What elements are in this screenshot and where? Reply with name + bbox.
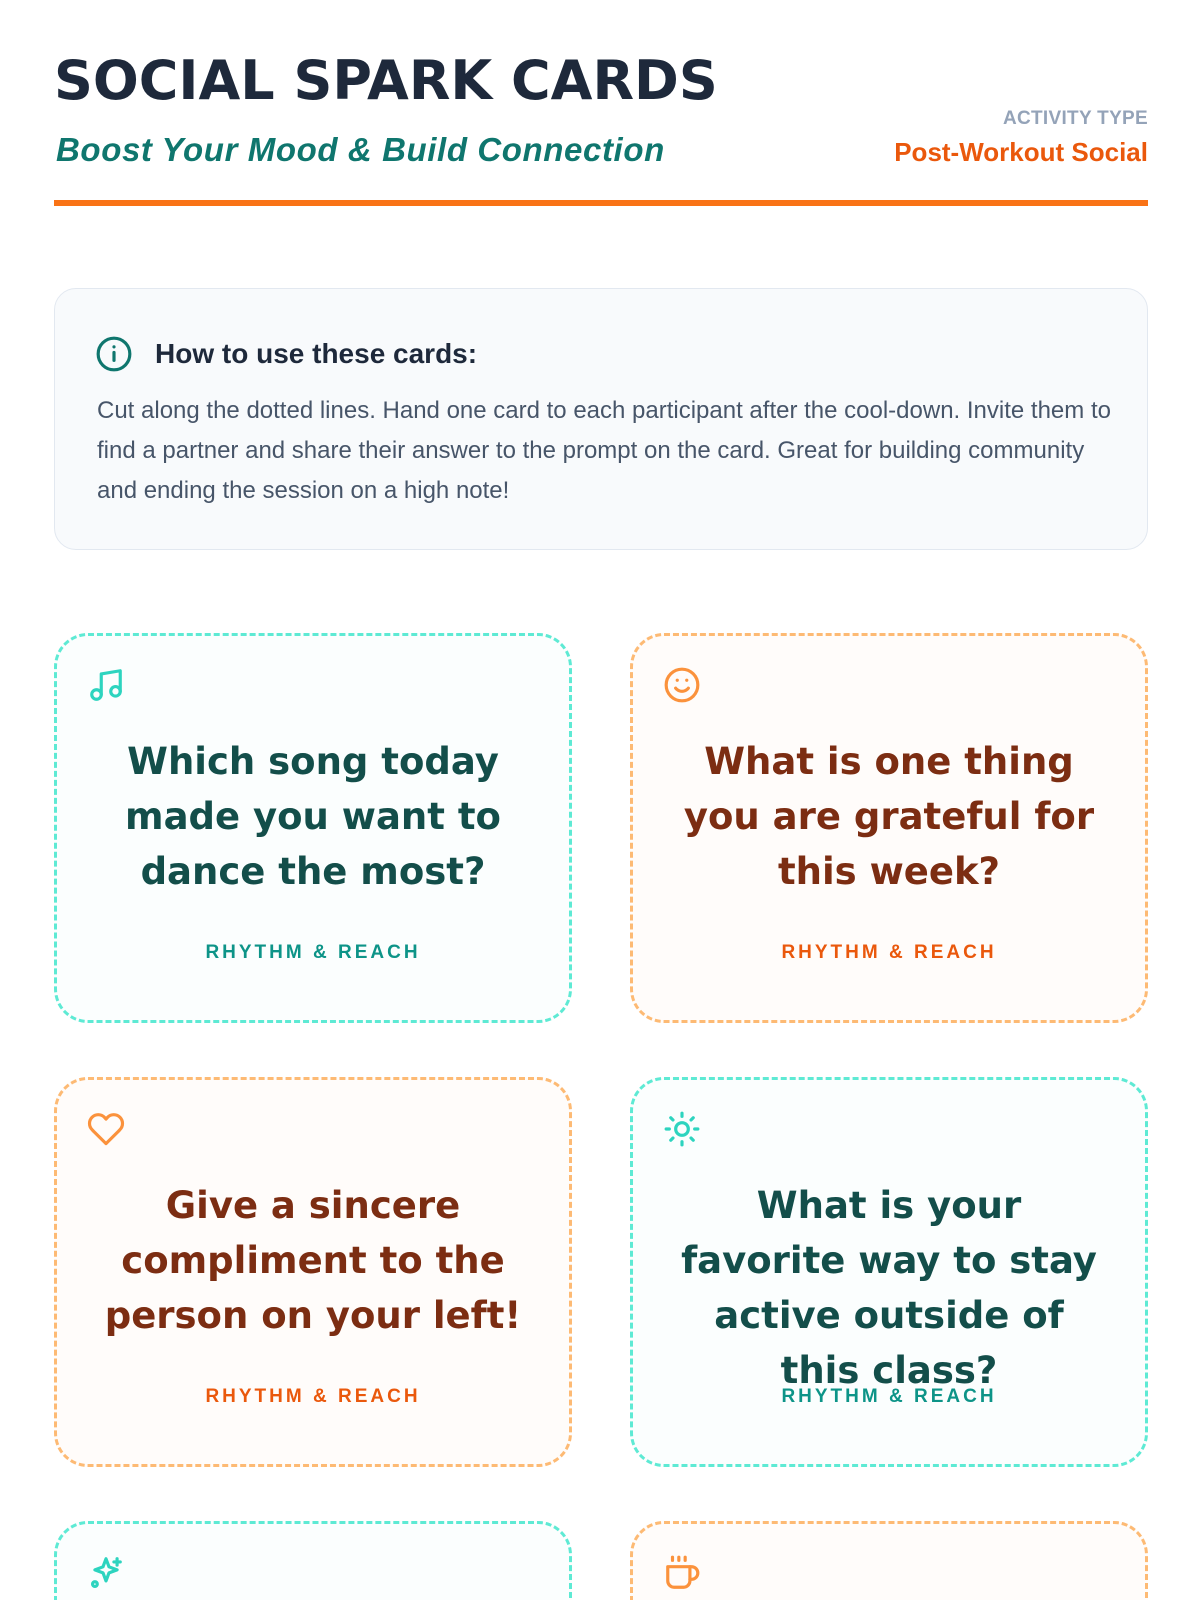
spark-card (630, 1077, 1148, 1467)
card-question: Give a sincere compliment to the person on your left! (104, 1184, 522, 1337)
spark-card (54, 633, 572, 1023)
sparkles-icon (87, 1554, 125, 1592)
heart-icon (87, 1110, 125, 1148)
page-subtitle: Boost Your Mood & Build Connection (56, 131, 665, 168)
instructions-title: How to use these cards: (155, 338, 478, 369)
instructions-text: Cut along the dotted lines. Hand one card to each participant after the cool-down. Invite them to find a partner and share their answer to the prompt on the card. Great for building community and ending the session on a high note! (97, 397, 1111, 504)
music-note-icon (87, 666, 125, 704)
spark-card (54, 1077, 572, 1467)
spark-card (630, 633, 1148, 1023)
card-footer: RHYTHM & REACH (205, 1386, 421, 1407)
smile-icon (663, 666, 701, 704)
header (54, 50, 1148, 206)
card-question: What is one thing you are grateful for this week? (683, 740, 1095, 893)
activity-type (894, 108, 1148, 168)
coffee-cup-icon (663, 1554, 701, 1592)
page-title: SOCIAL SPARK CARDS (54, 49, 718, 112)
card-footer: RHYTHM & REACH (781, 1386, 997, 1407)
activity-type-label: ACTIVITY TYPE (1002, 108, 1148, 129)
card-question: What is your favorite way to stay active outside of this class? (681, 1184, 1097, 1392)
instructions-box (54, 288, 1148, 550)
activity-type-value: Post-Workout Social (894, 136, 1148, 167)
card-footer: RHYTHM & REACH (205, 942, 421, 963)
instructions-heading (95, 335, 477, 373)
sun-icon (663, 1110, 701, 1148)
spark-card (54, 1521, 572, 1600)
spark-card (630, 1521, 1148, 1600)
card-question: Which song today made you want to dance the most? (125, 740, 501, 893)
card-footer: RHYTHM & REACH (781, 942, 997, 963)
info-circle-icon (95, 335, 133, 373)
